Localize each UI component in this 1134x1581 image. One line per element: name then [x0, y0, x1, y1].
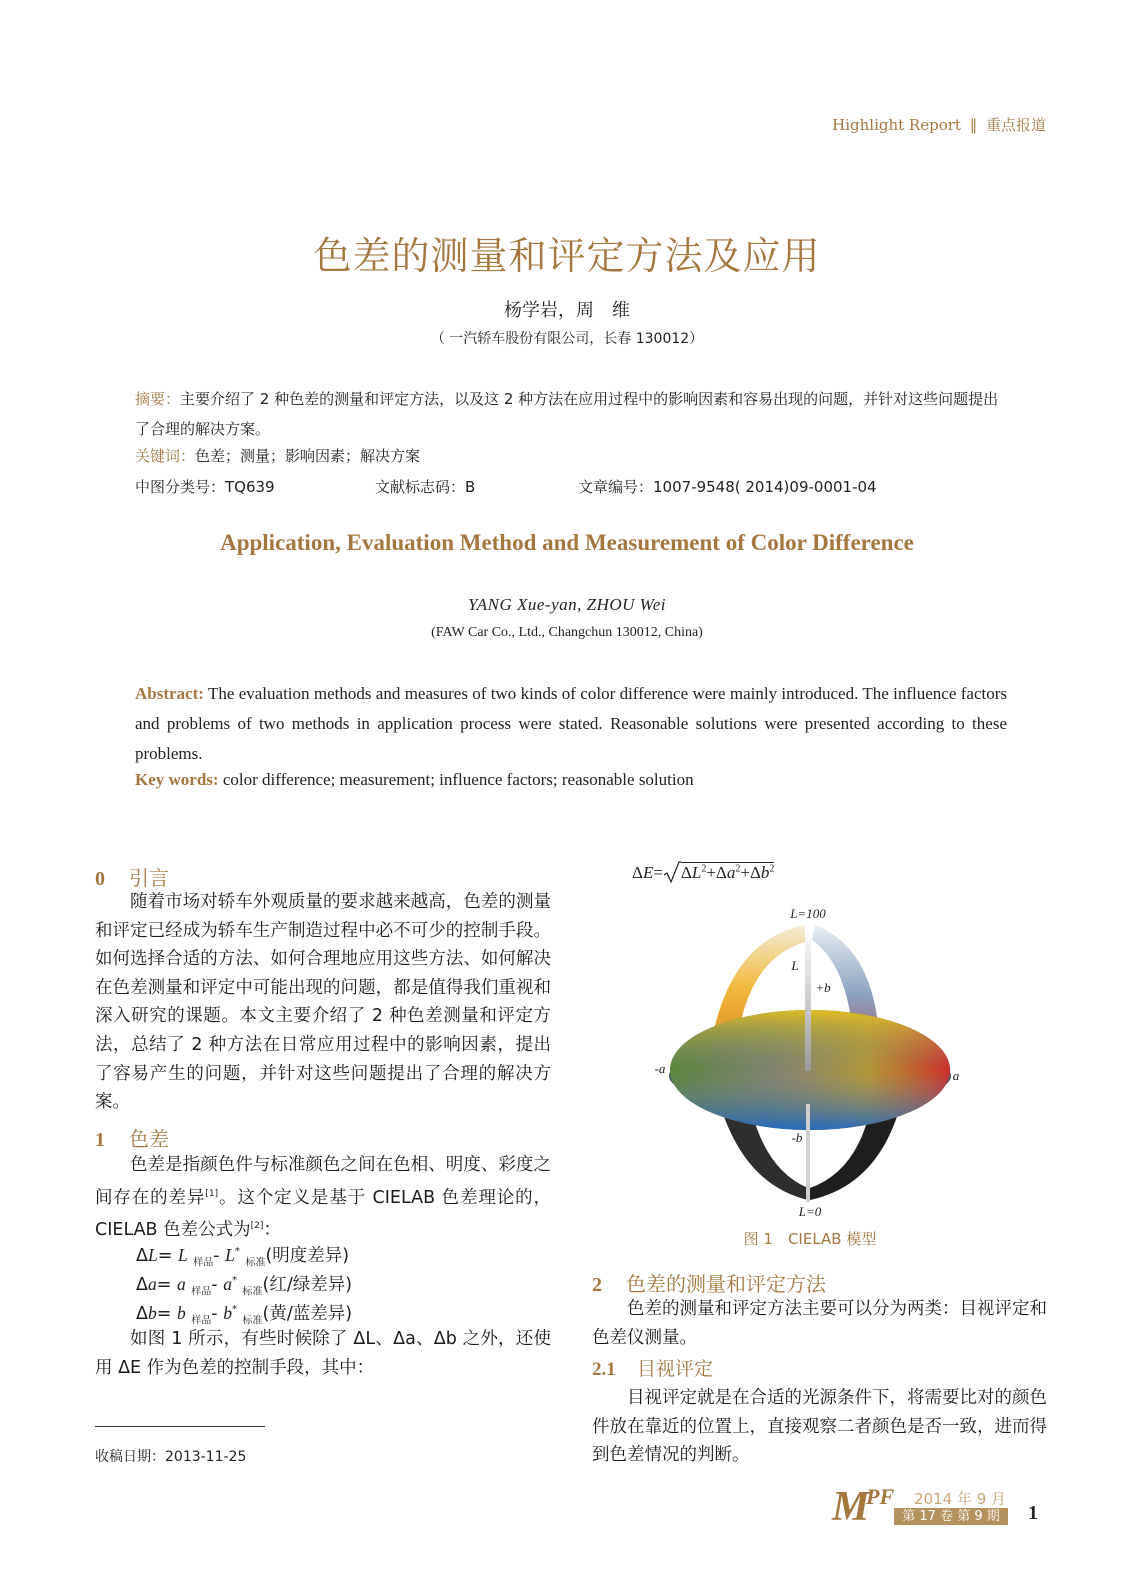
- formula-delta-a: Δa= a $_{样品}$- a* $_{标准}$(红/绿差异): [136, 1273, 353, 1298]
- footnote-rule: [95, 1426, 265, 1427]
- formula-delta-e: $\Delta E= \Delta L^2+\Delta a^2+\Delta b^2$: [632, 863, 775, 882]
- citation-1: [1]: [205, 1188, 219, 1199]
- section-1-text-a: 色差是指颜色件与标准颜色之间在色相、明度、彩度之间存在的差异: [95, 1155, 551, 1208]
- label-l0: L=0: [798, 1204, 822, 1219]
- section-title: 目视评定: [637, 1358, 714, 1380]
- running-head-en: Highlight Report: [832, 116, 961, 134]
- subscript-sample: 样品: [191, 1315, 212, 1327]
- label-l: L: [791, 958, 799, 973]
- formula-delta-b: Δb= b $_{样品}$- b* $_{标准}$(黄/蓝差异): [136, 1302, 353, 1327]
- section-2-1-heading: [592, 1354, 713, 1381]
- section-2-body: 色差的测量和评定方法主要可以分为两类：目视评定和色差仪测量。: [592, 1299, 1047, 1348]
- section-0-heading: [95, 862, 169, 891]
- l-axis-upper: [805, 928, 811, 1071]
- authors-en: YANG Xue-yan, ZHOU Wei: [467, 595, 667, 614]
- keywords-cn: [135, 445, 420, 466]
- affiliation-en: (FAW Car Co., Ltd., Changchun 130012, China): [431, 625, 703, 640]
- journal-date: 2014 年 9 月: [914, 1490, 1007, 1508]
- formula-note: (明度差异): [265, 1245, 350, 1266]
- keywords-cn-label: 关键词：: [135, 447, 196, 465]
- abstract-en: [135, 679, 1007, 769]
- label-plus-b: +b: [815, 980, 831, 995]
- cielab-model-figure: [640, 900, 980, 1220]
- sqrt-sign-icon: [663, 861, 681, 883]
- section-1-text-b: 。这个定义是基于 CIELAB 色差理论的，CIELAB 色差公式为: [95, 1187, 552, 1240]
- abstract-cn-label: 摘要：: [135, 390, 181, 408]
- abstract-en-label: Abstract:: [135, 684, 204, 703]
- abstract-en-text: The evaluation methods and measures of two kinds of color difference were mainly introduced. The influence factors and problems of two methods in application process were stated. Reasonable solutions were presented according to these problems.: [135, 684, 1007, 763]
- section-number: 2.1: [592, 1359, 616, 1380]
- section-number: 0: [95, 868, 105, 890]
- section-1-body-2: 如图 1 所示，有些时候除了 ΔL、Δa、Δb 之外，还使用 ΔE 作为色差的控制手段，其中：: [95, 1329, 551, 1378]
- section-1-text-c: ：: [263, 1219, 281, 1240]
- keywords-en: [135, 770, 694, 790]
- subscript-standard: 标准: [242, 1286, 263, 1298]
- section-2-1-body: 目视评定就是在合适的光源条件下，将需要比对的颜色件放在靠近的位置上，直接观察二者颜色是否一致，进而得到色差情况的判断。: [592, 1388, 1047, 1466]
- authors-cn: 杨学岩，周 维: [504, 300, 630, 321]
- section-title: 色差的测量和评定方法: [626, 1272, 826, 1296]
- section-title: 色差: [129, 1127, 169, 1151]
- label-a: a: [952, 1068, 960, 1083]
- subscript-sample: 样品: [193, 1257, 214, 1269]
- page-number: 1: [1028, 1502, 1038, 1524]
- section-1-heading: [95, 1123, 169, 1152]
- label-l100: L=100: [790, 906, 826, 921]
- keywords-en-text: color difference; measurement; influence factors; reasonable solution: [222, 770, 694, 789]
- section-0-body: 随着市场对轿车外观质量的要求越来越高，色差的测量和评定已经成为轿车生产制造过程中必不可少的控制手段。如何选择合适的方法、如何合理地应用这些方法、如何解决在色差测量和评定中可能出现的问题，都是值得我们重视和深入研究的课题。本文主要介绍了 2 种色差测量和评定方法，总结了 2 种方法在日常应用过程中的影响因素，提出了容易产生的问题，并针对这些问题提出了合理的解决方案。: [95, 892, 551, 1113]
- l-axis-lower: [806, 1104, 810, 1202]
- subscript-standard: 标准: [245, 1257, 266, 1269]
- running-head-separator: ‖: [969, 116, 978, 134]
- classification-row: [135, 476, 1035, 498]
- journal-logo: [832, 1484, 1012, 1530]
- document-code: 文献标志码：B: [375, 478, 476, 496]
- paper-title-cn: 色差的测量和评定方法及应用: [313, 234, 821, 278]
- running-head-cn: 重点报道: [985, 116, 1046, 134]
- abstract-cn-text: 主要介绍了 2 种色差的测量和评定方法，以及这 2 种方法在应用过程中的影响因素和容易出现的问题，并针对这些问题提出了合理的解决方案。: [135, 390, 999, 438]
- subscript-standard: 标准: [242, 1315, 263, 1327]
- abstract-cn: [135, 384, 1010, 444]
- received-date: 收稿日期：2013-11-25: [95, 1449, 247, 1465]
- section-2-heading: [592, 1268, 826, 1297]
- journal-logo-pf: PF: [866, 1484, 895, 1509]
- section-number: 1: [95, 1129, 105, 1151]
- journal-issue: 第 17 卷 第 9 期: [894, 1508, 1008, 1525]
- section-number: 2: [592, 1274, 602, 1296]
- figure-caption: 图 1 CIELAB 模型: [743, 1230, 877, 1248]
- formula-note: (红/绿差异): [262, 1274, 353, 1295]
- label-minus-b: -b: [791, 1130, 803, 1145]
- journal-logo-mark: M: [832, 1484, 870, 1530]
- section-title: 引言: [129, 866, 169, 890]
- clc-number: 中图分类号：TQ639: [135, 478, 275, 496]
- subscript-sample: 样品: [191, 1286, 212, 1298]
- keywords-cn-text: 色差；测量；影响因素；解决方案: [195, 447, 421, 465]
- citation-2: [2]: [250, 1221, 264, 1232]
- article-number: 文章编号：1007-9548( 2014)09-0001-04: [578, 478, 877, 496]
- affiliation-cn: （ 一汽轿车股份有限公司，长春 130012）: [430, 331, 704, 347]
- paper-title-en: Application, Evaluation Method and Measurement of Color Difference: [220, 530, 914, 555]
- label-minus-a: -a: [654, 1061, 666, 1076]
- formula-delta-l: ΔL= L $_{样品}$- L* $_{标准}$(明度差异): [136, 1244, 350, 1269]
- section-1-body: [95, 1151, 551, 1244]
- running-head: [832, 114, 1046, 135]
- formula-note: (黄/蓝差异): [262, 1303, 353, 1324]
- keywords-en-label: Key words:: [135, 770, 219, 789]
